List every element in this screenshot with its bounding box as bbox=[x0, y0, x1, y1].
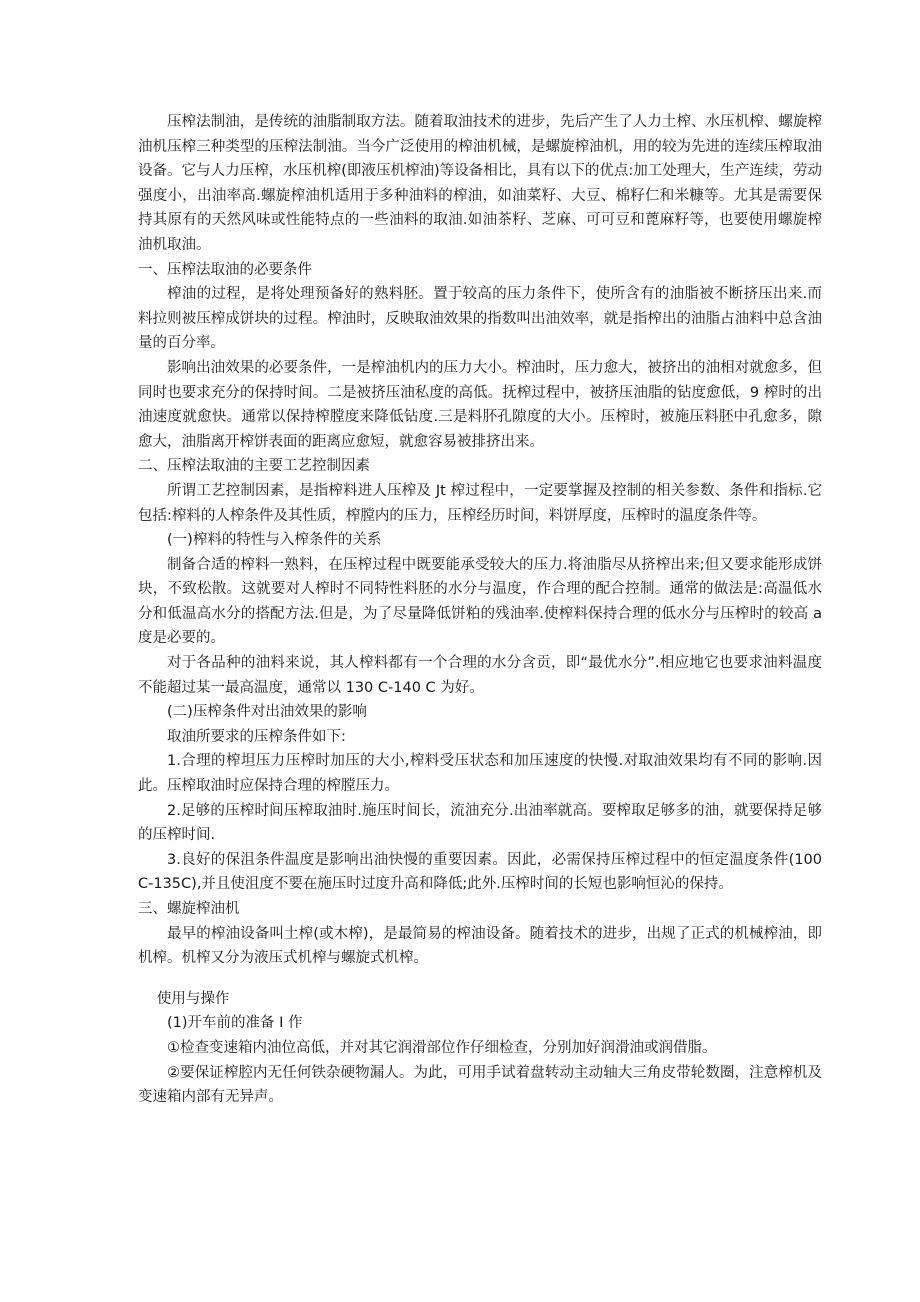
heading-section-3: 三、螺旋榨油机 bbox=[138, 901, 240, 917]
paragraph-2: 影响出油效果的必要条件，一是榨油机内的压力大小。榨油时，压力愈大，被挤出的油相对就愈多，但同时也要求充分的保持时间。二是被挤压油私度的高低。抚榨过程中，被挤压油脂的钻度愈低，9 榨时的出油速度就愈快。通常以保持榨膛度来降低钻度.三是料肧孔隙度的大小。压榨时，被施压料胚中孔愈多，隙愈大，油脂离开榨饼表面的距离应愈短，就愈容易被排挤出来。 bbox=[138, 359, 822, 450]
paragraph-9: 3.良好的保沮条件温度是影响出油快慢的重要因素。因此，必需保持压榨过程中的恒定温度条件(100 C-135C),并且使沮度不要在施压时过度升高和降低;此外.压榨时间的长短也影响恒沁的保持。 bbox=[138, 851, 822, 893]
subheading-1: (一)榨料的特性与入榨条件的关系 bbox=[167, 532, 382, 549]
paragraph-6: 取油所要求的压榨条件如下: bbox=[167, 728, 346, 745]
paragraph-4: 制备合适的榨料一熟料，在压榨过程中既要能承受较大的压力.将油脂尽从挤榨出来;但又要求能形成饼块，不致松散。这就要对人榨时不同特性料胚的水分与温度，作合理的配合控制。通常的做法是:高温低水分和低温高水分的搭配方法.但是，为了尽量降低饼粕的残油率.使榨料保持合理的低水分与压榨时的较高 a 度是必要的。 bbox=[138, 556, 822, 647]
paragraph-3: 所谓工艺控制因素，是指榨料进人压榨及 Jt 榨过程中，一定要掌握及控制的相关参数、条件和指标.它包括:榨料的人榨条件及其性质，榨膛内的压力，压榨经历时间，料饼厚度，压榨时的温度条件等。 bbox=[138, 482, 822, 524]
subheading-2: (二)压榨条件对出油效果的影响 bbox=[167, 704, 367, 721]
subheading-3: 使用与操作 bbox=[156, 990, 230, 1007]
paragraph-10: 最早的榨油设备叫土榨(或木榨)，是最简易的榨油设备。随着技术的进步，出规了正式的机械榨油，即机榨。机榨又分为液压式机榨与螺旋式机榨。 bbox=[138, 925, 822, 967]
paragraph-8: 2.足够的压榨时间压榨取油时.施压时间长，流油充分.出油率就高。要榨取足够多的油，就要保持足够的压榨时间. bbox=[138, 802, 822, 844]
heading-section-2: 二、压榨法取油的主要工艺控制因素 bbox=[138, 458, 370, 475]
blank-line bbox=[138, 971, 822, 987]
paragraph-intro: 压榨法制油，是传统的油脂制取方法。随着取油技术的进步，先后产生了人力土榨、水压机榨、螺旋榨油机压榨三种类型的压榨法制油。当今广泛使用的榨油机械，是螺旋榨油机，用的较为先进的连续压榨取油设备。它与人力压榨，水压机榨(即液压机榨油)等设备相比，具有以下的优点:加工处理大，生产连续，劳动强度小，出油率高.螺旋榨油机适用于多种油料的榨油，如油菜籽、大豆、棉籽仁和米糠等。尤其是需要保持其原有的天然风味或性能特点的一些油料的取油.如油茶籽、芝麻、可可豆和蓖麻籽等，也要使用螺旋榨油机取油。 bbox=[138, 114, 822, 253]
paragraph-7: 1.合理的榨坦压力压榨时加压的大小,榨料受压状态和加压速度的快慢.对取油效果均有不同的影响.因此。压榨取油时应保持合理的榨膛压力。 bbox=[138, 753, 822, 795]
paragraph-5: 对于各品种的油料来说，其人榨料都有一个合理的水分含贡，即“最优水分”.相应地它也要求油料温度不能超过某一最高温度，通常以 130 C-140 C 为好。 bbox=[138, 655, 822, 696]
heading-section-1: 一、压榨法取油的必要条件 bbox=[138, 261, 312, 278]
paragraph-1: 榨油的过程，是将处理预备好的熟料胚。置于较高的压力条件下，使所含有的油脂被不断挤压出来.而料拉则被压榨成饼块的过程。榨油时，反映取油效果的指数叫出油效率，就是指榨出的油脂占油料中总含油量的百分率。 bbox=[138, 286, 822, 352]
subheading-4: (1)开车前的准备 I 作 bbox=[167, 1015, 303, 1032]
document-body bbox=[138, 110, 822, 1110]
paragraph-11: ①检查变速箱内油位高低，并对其它润滑部位作仔细检查，分别加好润滑油或润借脂。 bbox=[167, 1039, 717, 1056]
paragraph-12: ②要保证榨腔内无任何铁杂硬物漏人。为此，可用手试着盘转动主动轴大三角皮带轮数圈，注意榨机及变速箱内部有无异声。 bbox=[138, 1064, 822, 1106]
